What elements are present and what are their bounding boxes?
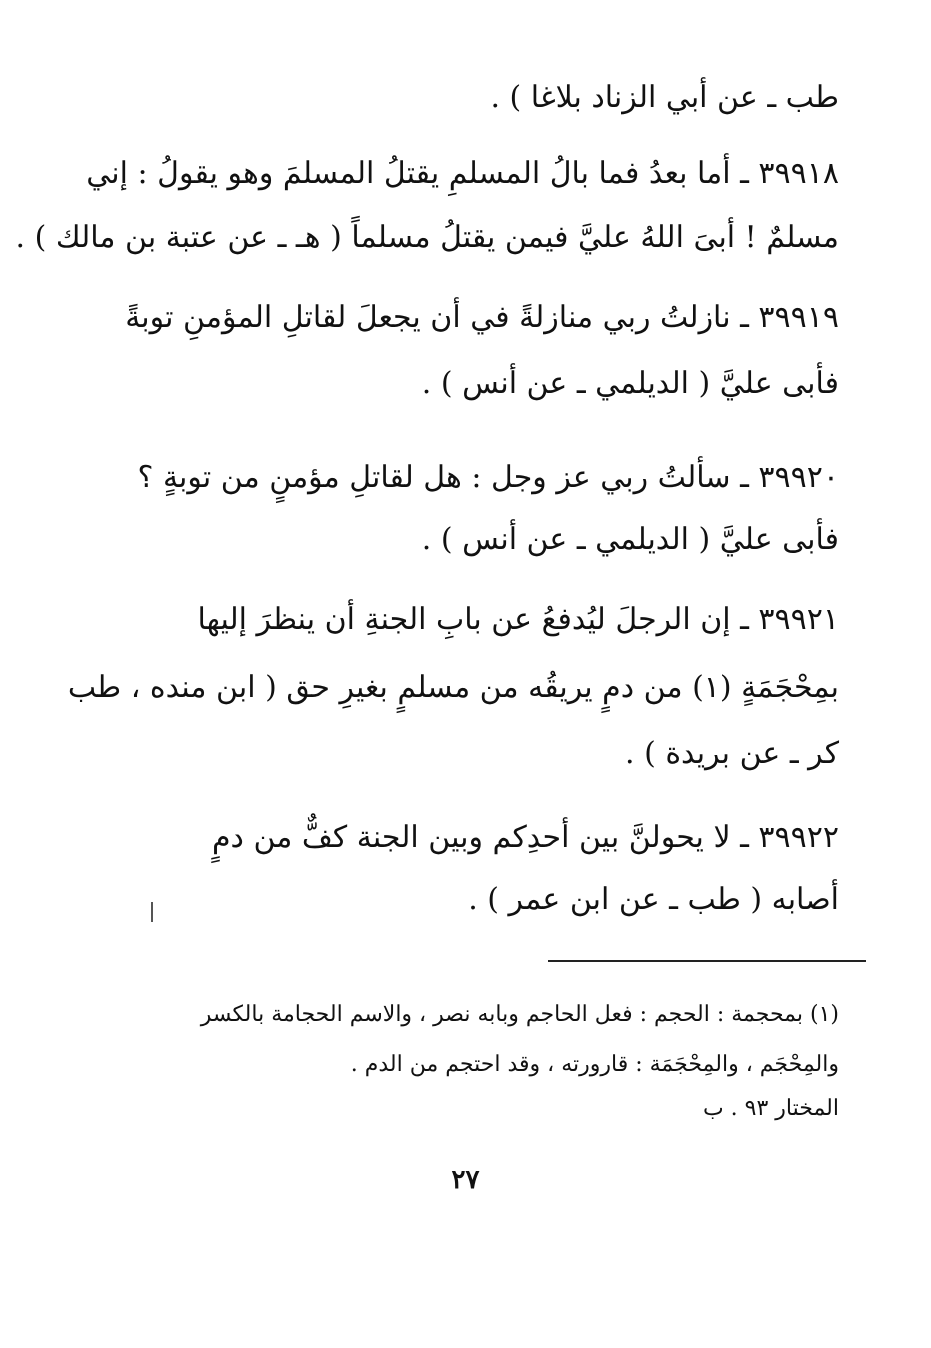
hadith-39920-line-1: ٣٩٩٢٠ ـ سألتُ ربي عز وجل : هل لقاتلِ مؤمنٍ من توبةٍ ؟	[137, 460, 839, 495]
footnote-line-1: (١) بمحجمة : الحجم : فعل الحاجم وبابه نصر ، والاسم الحجامة بالكسر	[200, 1002, 839, 1027]
footnote-divider	[548, 960, 866, 962]
page-number: ٢٧	[451, 1165, 480, 1195]
hadith-39918-line-2: مسلمٌ ! أبىَ اللهُ عليَّ فيمن يقتلُ مسلماً ( هـ ـ عن عتبة بن مالك ) .	[15, 220, 839, 255]
hadith-39921-line-2: بمِحْجَمَةٍ (١) من دمٍ يريقُه من مسلمٍ بغيرِ حق ( ابن منده ، طب	[67, 670, 839, 705]
hadith-39922-line-1: ٣٩٩٢٢ ـ لا يحولنَّ بين أحدِكم وبين الجنة كفٌّ من دمٍ	[211, 820, 839, 855]
hadith-39921-line-3: كر ـ عن بريدة ) .	[625, 736, 839, 771]
hadith-39919-line-2: فأبى عليَّ ( الديلمي ـ عن أنس ) .	[421, 366, 839, 401]
margin-mark	[151, 902, 153, 922]
hadith-39918-line-1: ٣٩٩١٨ ـ أما بعدُ فما بالُ المسلمِ يقتلُ المسلمَ وهو يقولُ : إني	[86, 156, 839, 191]
hadith-39922-line-2: أصابه ( طب ـ عن ابن عمر ) .	[468, 882, 839, 917]
hadith-39920-line-2: فأبى عليَّ ( الديلمي ـ عن أنس ) .	[421, 522, 839, 557]
hadith-39919-line-1: ٣٩٩١٩ ـ نازلتُ ربي منازلةً في أن يجعلَ لقاتلِ المؤمنِ توبةً	[125, 300, 839, 335]
footnote-line-2: والمِحْجَم ، والمِحْجَمَة : قارورته ، وقد احتجم من الدم .	[350, 1052, 839, 1077]
hadith-39921-line-1: ٣٩٩٢١ ـ إن الرجلَ ليُدفعُ عن بابِ الجنةِ أن ينظرَ إليها	[197, 602, 839, 637]
footnote-line-3: المختار ٩٣ . ب	[702, 1096, 839, 1121]
text-line-1: طب ـ عن أبي الزناد بلاغا ) .	[490, 80, 839, 115]
